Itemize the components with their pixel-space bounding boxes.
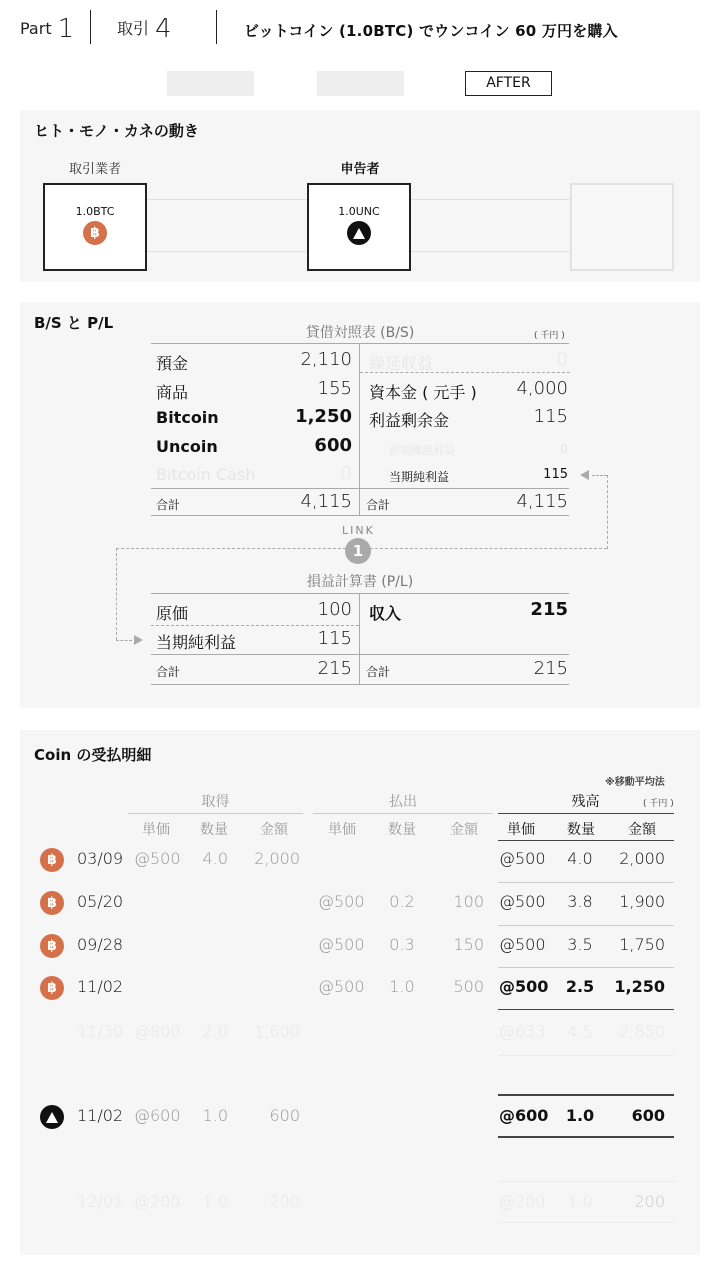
tab-after[interactable]: AFTER bbox=[465, 71, 552, 96]
flow-arrow-line bbox=[410, 251, 570, 252]
ledger-balance-amount: 1,900 bbox=[619, 892, 665, 911]
bs-liability-value: 0 bbox=[556, 349, 568, 370]
pl-net-income-value: 115 bbox=[317, 628, 352, 649]
flow-arrow-line bbox=[410, 199, 570, 200]
row-rule bbox=[498, 1009, 674, 1010]
header-rule bbox=[128, 813, 303, 814]
col-header-amount: 金額 bbox=[450, 822, 478, 838]
ledger-acquire-price: @500 bbox=[134, 849, 181, 868]
link-connector bbox=[116, 640, 132, 641]
divider bbox=[216, 10, 217, 44]
ledger-panel bbox=[20, 730, 700, 1255]
ledger-date: 11/02 bbox=[77, 1106, 124, 1125]
bs-assets-total-label: 合計 bbox=[156, 498, 181, 512]
ledger-balance-amount: 200 bbox=[634, 1192, 665, 1211]
ledger-balance-price: @500 bbox=[499, 892, 546, 911]
bs-liability-value: 115 bbox=[533, 406, 568, 427]
ledger-payout-amount: 150 bbox=[453, 935, 484, 954]
pl-net-income-label: 当期純利益 bbox=[156, 633, 237, 652]
link-connector bbox=[592, 475, 607, 476]
link-arrow-icon bbox=[134, 635, 143, 645]
divider bbox=[90, 10, 91, 44]
part-indicator bbox=[20, 14, 74, 44]
bitcoin-icon: ฿ bbox=[40, 934, 64, 958]
bs-liability-label: 当期純利益 bbox=[389, 470, 450, 484]
acquire-header: 取得 bbox=[201, 794, 230, 810]
ledger-payout-qty: 1.0 bbox=[389, 977, 415, 996]
bs-asset-value: 155 bbox=[317, 378, 352, 399]
deal-indicator bbox=[117, 14, 172, 44]
ledger-balance-qty: 3.8 bbox=[567, 892, 593, 911]
pl-right-total: 215 bbox=[533, 658, 568, 679]
header-rule bbox=[498, 813, 674, 814]
ledger-unit: ( 千円 ) bbox=[643, 799, 674, 809]
ledger-balance-amount: 600 bbox=[631, 1106, 665, 1125]
link-label: LINK bbox=[342, 524, 375, 537]
bs-asset-value: 600 bbox=[314, 435, 352, 456]
header-rule bbox=[313, 813, 493, 814]
ledger-balance-amount: 1,250 bbox=[614, 977, 665, 996]
col-header-price: 単価 bbox=[328, 822, 356, 838]
link-connector bbox=[607, 475, 608, 549]
payout-header: 払出 bbox=[389, 794, 417, 810]
bs-dashed-rule bbox=[360, 372, 570, 373]
ledger-payout-price: @500 bbox=[318, 977, 365, 996]
ledger-balance-amount: 1,750 bbox=[619, 935, 665, 954]
row-rule bbox=[498, 1055, 674, 1056]
bs-liability-value: 0 bbox=[560, 442, 568, 456]
ledger-balance-qty: 4.5 bbox=[567, 1022, 593, 1041]
row-rule bbox=[498, 925, 674, 926]
applicant-box bbox=[307, 183, 411, 271]
ledger-payout-amount: 100 bbox=[453, 892, 484, 911]
ledger-acquire-amount: 2,000 bbox=[254, 849, 300, 868]
row-rule bbox=[498, 1136, 674, 1138]
row-rule bbox=[498, 882, 674, 883]
bs-title: 貸借対照表 (B/S) bbox=[305, 325, 415, 341]
ledger-date: 12/01 bbox=[77, 1192, 124, 1211]
bs-liab-total: 4,115 bbox=[516, 491, 568, 512]
row-rule bbox=[498, 967, 674, 968]
bs-unit: ( 千円 ) bbox=[534, 331, 565, 341]
row-rule bbox=[498, 1181, 674, 1182]
ledger-acquire-price: @600 bbox=[134, 1106, 181, 1125]
bs-liab-total-label: 合計 bbox=[366, 498, 391, 512]
page-title: ビットコイン (1.0BTC) でウンコイン 60 万円を購入 bbox=[244, 22, 618, 40]
ledger-payout-qty: 0.3 bbox=[389, 935, 415, 954]
pl-revenue-label: 収入 bbox=[369, 604, 402, 623]
flow-title: ヒト・モノ・カネの動き bbox=[34, 122, 199, 140]
bs-liability-value: 115 bbox=[543, 467, 568, 482]
flow-panel bbox=[20, 110, 700, 282]
ledger-acquire-amount: 1,600 bbox=[254, 1022, 300, 1041]
link-connector bbox=[370, 548, 607, 549]
bs-asset-value: 2,110 bbox=[300, 349, 352, 370]
bitcoin-icon: ฿ bbox=[40, 976, 64, 1000]
bs-liability-label: 前期繰越利益 bbox=[389, 444, 455, 457]
part-number: 1 bbox=[57, 14, 75, 44]
ledger-balance-amount: 2,000 bbox=[619, 849, 665, 868]
ledger-acquire-qty: 1.0 bbox=[202, 1106, 228, 1125]
deal-number: 4 bbox=[155, 14, 172, 44]
bs-asset-label: 商品 bbox=[156, 383, 189, 402]
uncoin-icon bbox=[40, 1105, 64, 1129]
ledger-balance-price: @500 bbox=[499, 935, 546, 954]
col-header-amount: 金額 bbox=[260, 822, 288, 838]
trader-label: 取引業者 bbox=[68, 162, 121, 177]
pl-revenue-value: 215 bbox=[530, 599, 568, 620]
ledger-balance-price: @500 bbox=[499, 977, 549, 996]
ledger-date: 03/09 bbox=[77, 849, 124, 868]
bs-asset-value: 0 bbox=[340, 463, 352, 484]
ledger-acquire-qty: 1.0 bbox=[202, 1192, 228, 1211]
ledger-payout-amount: 500 bbox=[453, 977, 484, 996]
applicant-amount: 1.0UNC bbox=[338, 205, 380, 218]
ledger-balance-qty: 1.0 bbox=[567, 1192, 593, 1211]
page-header bbox=[0, 0, 720, 60]
ledger-acquire-qty: 4.0 bbox=[202, 849, 228, 868]
ledger-acquire-price: @200 bbox=[134, 1192, 181, 1211]
ledger-acquire-amount: 200 bbox=[269, 1192, 300, 1211]
row-rule bbox=[498, 1222, 674, 1223]
ledger-balance-qty: 1.0 bbox=[565, 1106, 595, 1125]
ledger-acquire-amount: 600 bbox=[269, 1106, 300, 1125]
pl-left-total: 215 bbox=[317, 658, 352, 679]
tab-1[interactable] bbox=[167, 71, 254, 96]
bs-top-rule bbox=[151, 343, 569, 344]
balance-header: 残高 bbox=[571, 794, 600, 810]
col-header-price: 単価 bbox=[142, 822, 170, 838]
trader-box bbox=[43, 183, 147, 271]
bs-liability-label: 資本金 ( 元手 ) bbox=[369, 383, 477, 402]
ledger-date: 11/30 bbox=[77, 1022, 124, 1041]
ledger-balance-price: @200 bbox=[499, 1192, 546, 1211]
bitcoin-icon: ฿ bbox=[40, 848, 64, 872]
ledger-date: 11/02 bbox=[77, 977, 124, 996]
col-header-price: 単価 bbox=[507, 822, 535, 838]
ledger-title: Coin の受払明細 bbox=[34, 746, 152, 764]
ledger-date: 09/28 bbox=[77, 935, 124, 954]
ledger-payout-price: @500 bbox=[318, 935, 365, 954]
bs-asset-value: 1,250 bbox=[295, 406, 352, 427]
pl-cost-label: 原価 bbox=[156, 604, 189, 623]
bs-liability-value: 4,000 bbox=[516, 378, 568, 399]
ledger-balance-price: @633 bbox=[499, 1022, 546, 1041]
flow-arrow-line bbox=[147, 251, 307, 252]
tab-2[interactable] bbox=[317, 71, 404, 96]
bitcoin-icon: ฿ bbox=[40, 891, 64, 915]
col-header-amount: 金額 bbox=[628, 822, 656, 838]
pl-title: 損益計算書 (P/L) bbox=[306, 574, 414, 590]
pl-right-total-label: 合計 bbox=[366, 665, 391, 679]
link-arrow-icon bbox=[580, 470, 589, 480]
bs-assets-total: 4,115 bbox=[300, 491, 352, 512]
pl-top-rule bbox=[151, 593, 569, 594]
bs-asset-label: Bitcoin bbox=[156, 408, 219, 427]
pl-left-total-label: 合計 bbox=[156, 665, 181, 679]
flow-arrow-line bbox=[147, 199, 307, 200]
ledger-balance-amount: 2,850 bbox=[619, 1022, 665, 1041]
bs-liability-label: 利益剰余金 bbox=[369, 411, 450, 430]
bs-asset-label: Bitcoin Cash bbox=[156, 465, 256, 484]
link-connector bbox=[116, 548, 346, 549]
link-connector bbox=[116, 548, 117, 640]
pl-bottom-rule bbox=[151, 684, 569, 685]
bs-asset-label: Uncoin bbox=[156, 437, 218, 456]
ledger-payout-qty: 0.2 bbox=[389, 892, 415, 911]
ledger-balance-qty: 4.0 bbox=[567, 849, 593, 868]
trader-amount: 1.0BTC bbox=[75, 205, 115, 218]
col-header-rule bbox=[498, 840, 674, 841]
bs-bottom-rule bbox=[151, 515, 569, 516]
applicant-label: 申告者 bbox=[340, 162, 380, 177]
link-number-badge: 1 bbox=[345, 538, 371, 564]
ledger-method-note: ※移動平均法 bbox=[605, 777, 665, 788]
bitcoin-icon: ฿ bbox=[83, 221, 107, 245]
pl-total-rule bbox=[151, 654, 569, 655]
ledger-balance-qty: 2.5 bbox=[565, 977, 595, 996]
bs-center-divider bbox=[359, 343, 360, 515]
ledger-acquire-price: @800 bbox=[134, 1022, 181, 1041]
row-rule bbox=[498, 1094, 674, 1096]
bs-pl-panel bbox=[20, 302, 700, 708]
deal-label: 取引 bbox=[117, 19, 150, 38]
ledger-acquire-qty: 2.0 bbox=[202, 1022, 228, 1041]
bs-pl-title: B/S と P/L bbox=[34, 314, 114, 332]
ledger-payout-price: @500 bbox=[318, 892, 365, 911]
bs-asset-label: 預金 bbox=[156, 354, 189, 373]
bs-liability-label: 繰延収益 bbox=[369, 354, 434, 373]
pl-dashed-rule bbox=[151, 625, 359, 626]
col-header-qty: 数量 bbox=[200, 822, 228, 838]
pl-center-divider bbox=[359, 593, 360, 685]
bs-total-rule bbox=[151, 488, 569, 489]
part-label: Part bbox=[20, 19, 52, 38]
empty-actor-box bbox=[570, 183, 674, 271]
pl-cost-value: 100 bbox=[317, 599, 352, 620]
ledger-balance-qty: 3.5 bbox=[567, 935, 593, 954]
col-header-qty: 数量 bbox=[567, 822, 595, 838]
ledger-balance-price: @600 bbox=[499, 1106, 549, 1125]
uncoin-icon bbox=[347, 221, 371, 245]
ledger-date: 05/20 bbox=[77, 892, 124, 911]
ledger-balance-price: @500 bbox=[499, 849, 546, 868]
col-header-qty: 数量 bbox=[388, 822, 416, 838]
